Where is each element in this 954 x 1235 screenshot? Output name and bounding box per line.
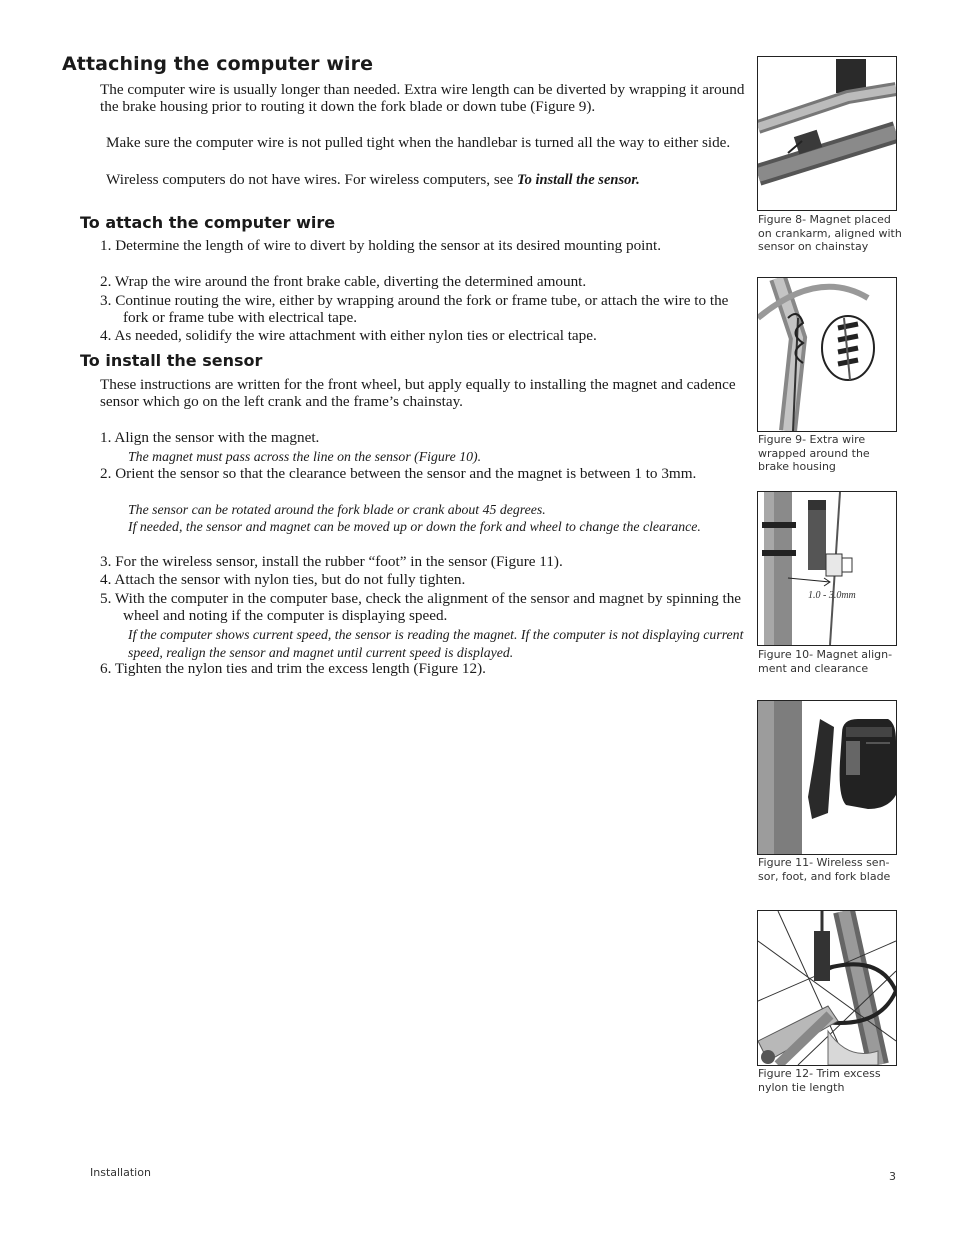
page-number: 3 <box>889 1170 896 1183</box>
intro-paragraph-2: Make sure the computer wire is not pulled tight when the handlebar is turned all the way to either side. <box>106 134 731 151</box>
footer-section-label: Installation <box>90 1166 151 1179</box>
intro-paragraph-1: The computer wire is usually longer than needed. Extra wire length can be diverted by wrapping it around the brake housing prior to routing it down the fork blade or down tube (Figure 9). <box>100 81 745 115</box>
install-intro: These instructions are written for the front wheel, but apply equally to installing the magnet and cadence sensor which go on the left crank and the frame’s chainstay. <box>100 376 736 410</box>
subheading-attach-wire: To attach the computer wire <box>80 213 336 232</box>
figure-8-image <box>757 56 897 211</box>
figure-9-caption: Figure 9- Extra wire wrapped around the brake housing <box>758 433 870 473</box>
install-note-5: If the computer shows current speed, the sensor is reading the magnet. If the computer is not displaying current speed, realign the sensor and magnet until current speed is displayed. <box>128 627 744 660</box>
figure-9-image <box>757 277 897 432</box>
install-step-2: 2. Orient the sensor so that the clearance between the sensor and the magnet is between 1 to 3mm. <box>100 465 697 482</box>
install-note-2a: The sensor can be rotated around the fork blade or crank about 45 degrees. <box>128 502 546 517</box>
install-note-2b: If needed, the sensor and magnet can be moved up or down the fork and wheel to change the clearance. <box>128 519 701 534</box>
figure-10-drawing <box>758 492 896 645</box>
figure-11-image <box>757 700 897 855</box>
figure-12-caption: Figure 12- Trim excess nylon tie length <box>758 1067 881 1094</box>
figure-8-drawing <box>758 57 896 210</box>
attach-step-4: 4. As needed, solidify the wire attachment with either nylon ties or electrical tape. <box>100 327 597 344</box>
figure-8-caption: Figure 8- Magnet placed on crankarm, aligned with sensor on chainstay <box>758 213 902 253</box>
attach-step-1: 1. Determine the length of wire to divert by holding the sensor at its desired mounting point. <box>100 237 661 254</box>
section-title: Attaching the computer wire <box>62 53 374 75</box>
subheading-install-sensor: To install the sensor <box>80 351 263 370</box>
figure-12-image <box>757 910 897 1066</box>
figure-10-caption: Figure 10- Magnet align-ment and clearance <box>758 648 893 675</box>
attach-step-3: 3. Continue routing the wire, either by wrapping around the fork or frame tube, or attach the wire to the fork or frame tube with electrical tape. <box>100 292 729 326</box>
wireless-note-text: Wireless computers do not have wires. For wireless computers, see <box>106 171 518 188</box>
figure-11-drawing <box>758 701 896 854</box>
install-step-6: 6. Tighten the nylon ties and trim the excess length (Figure 12). <box>100 660 486 677</box>
install-step-3: 3. For the wireless sensor, install the rubber “foot” in the sensor (Figure 11). <box>100 553 563 570</box>
wireless-note-paragraph <box>100 171 750 189</box>
install-step-4: 4. Attach the sensor with nylon ties, but do not fully tighten. <box>100 571 466 588</box>
figure-10-clearance-label: 1.0 - 3.0mm <box>808 590 856 601</box>
install-step-1: 1. Align the sensor with the magnet. <box>100 429 320 446</box>
install-sensor-reference: To install the sensor. <box>517 172 640 188</box>
figure-12-drawing <box>758 911 896 1065</box>
install-note-1: The magnet must pass across the line on the sensor (Figure 10). <box>128 449 482 464</box>
figure-10-image <box>757 491 897 646</box>
figure-9-drawing <box>758 278 896 431</box>
attach-step-2: 2. Wrap the wire around the front brake cable, diverting the determined amount. <box>100 273 587 290</box>
figure-11-caption: Figure 11- Wireless sen-sor, foot, and fork blade <box>758 856 891 883</box>
install-step-5: 5. With the computer in the computer base, check the alignment of the sensor and magnet by spinning the wheel and noting if the computer is displaying speed. <box>100 590 742 624</box>
